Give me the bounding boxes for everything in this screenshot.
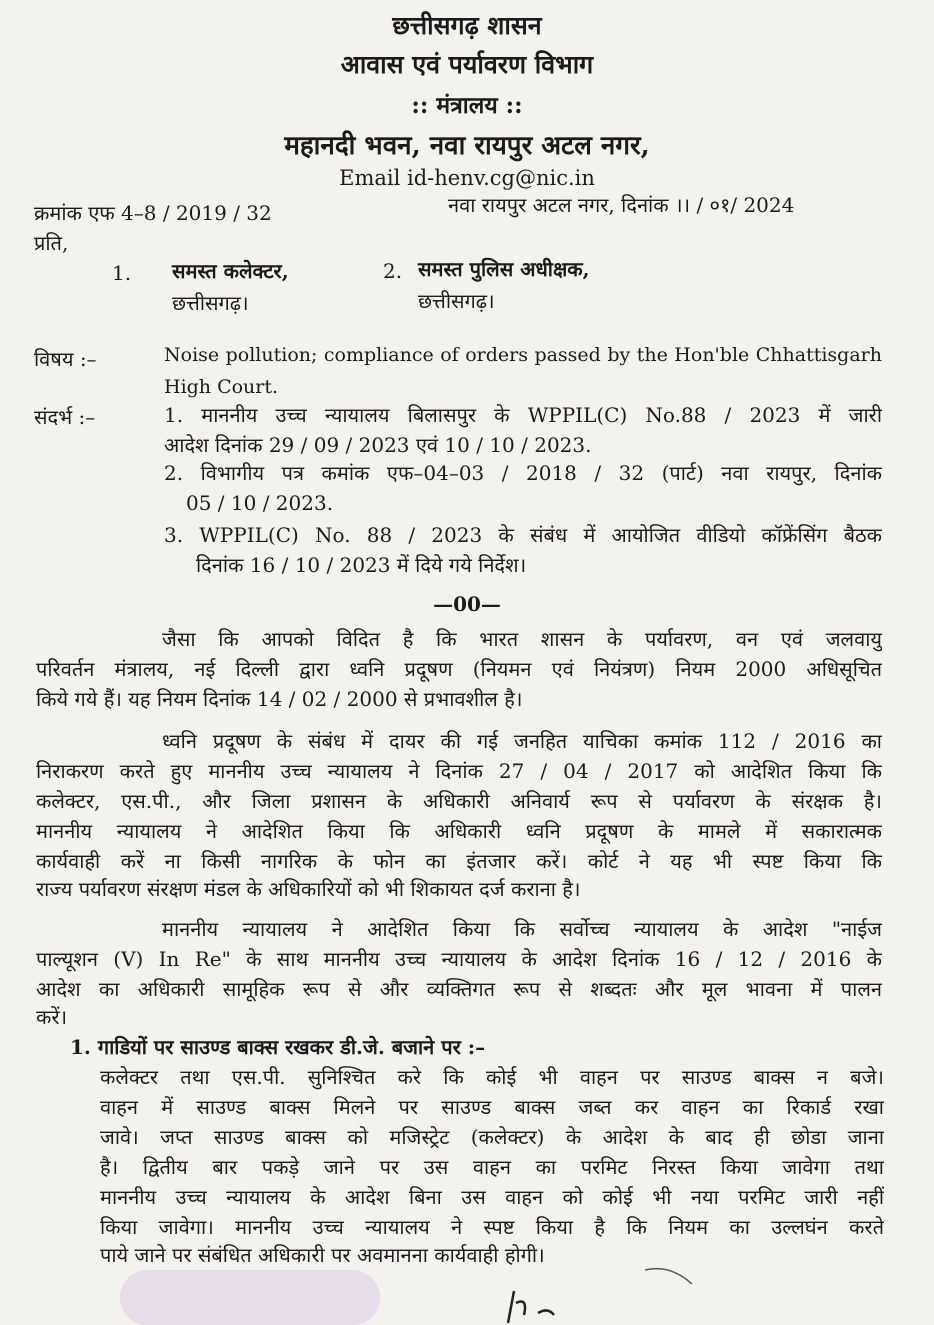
paragraph-line: राज्य पर्यावरण संरक्षण मंडल के अधिकारियों को भी शिकायत दर्ज कराना है। — [36, 877, 581, 901]
subject-label: विषय :– — [34, 347, 97, 371]
reference-2-line-1: 2. विभागीय पत्र कमांक एफ–04–03 / 2018 / 32 (पार्ट) नवा रायपुर, दिनांक — [164, 461, 882, 485]
recipient-2-place: छत्तीसगढ़। — [418, 289, 495, 313]
section-line: माननीय उच्च न्यायालय के आदेश बिना उस वाहन को कोई भी नया परमिट जारी नहीं — [100, 1185, 884, 1209]
paragraph-line: कलेक्टर, एस.पी., और जिला प्रशासन के अधिकारी अनिवार्य रूप से पर्यावरण के संरक्षक है। — [36, 789, 882, 813]
recipient-label: प्रति, — [34, 231, 69, 255]
recipient-1-number: 1. — [112, 261, 132, 285]
section-separator: —00— — [433, 592, 501, 616]
section-line: किया जावेगा। माननीय उच्च न्यायालय ने स्पष्ट किया है कि नियम का उल्लघंन करते — [100, 1215, 884, 1239]
recipient-2-title: समस्त पुलिस अधीक्षक, — [418, 257, 590, 281]
reference-1-line-1: 1. माननीय उच्च न्यायालय बिलासपुर के WPPIL(C) No.88 / 2023 में जारी — [164, 403, 882, 427]
section-line: जावे। जप्त साउण्ड बाक्स को मजिस्ट्रेट (कलेक्टर) के आदेश के बाद ही छोडा जाना — [100, 1125, 884, 1149]
paragraph-line: माननीय न्यायालय ने आदेशित किया कि अधिकारी ध्वनि प्रदूषण के मामले में सकारात्मक — [36, 819, 882, 843]
signature-mark — [488, 1285, 578, 1325]
govt-name: छत्तीसगढ़ शासन — [392, 11, 542, 40]
paragraph-line: कार्यवाही करें ना किसी नागरिक के फोन का इंतजार करें। कोर्ट ने यह भी स्पष्ट किया कि — [36, 849, 882, 873]
paragraph-line: माननीय न्यायालय ने आदेशित किया कि सर्वोच्च न्यायालय के आदेश "नाईज — [162, 917, 882, 941]
paper-smudge — [120, 1270, 380, 1325]
ministry-label: :: मंत्रालय :: — [411, 92, 523, 119]
recipient-1-title: समस्त कलेक्टर, — [172, 259, 289, 283]
reference-2-line-2: 05 / 10 / 2023. — [186, 491, 334, 515]
section-line: पाये जाने पर संबंधित अधिकारी पर अवमानना कार्यवाही होगी। — [100, 1243, 545, 1267]
paragraph-line: पाल्यूशन (V) In Re" के साथ माननीय उच्च न्यायालय के आदेश दिनांक 16 / 12 / 2016 के — [36, 947, 882, 971]
section-line: है। द्वितीय बार पकड़े जाने पर उस वाहन का परमिट निरस्त किया जावेगा तथा — [100, 1155, 884, 1179]
letter-date: नवा रायपुर अटल नगर, दिनांक ।। / ०१/ 2024 — [448, 193, 795, 217]
paragraph-line: जैसा कि आपको विदित है कि भारत शासन के पर्यावरण, वन एवं जलवायु — [162, 627, 882, 651]
recipient-2-number: 2. — [383, 259, 403, 283]
letter-number: क्रमांक एफ 4–8 / 2019 / 32 — [34, 201, 272, 225]
subject-line-1: Noise pollution; compliance of orders passed by the Hon'ble Chhattisgarh — [164, 344, 882, 366]
section-line: कलेक्टर तथा एस.पी. सुनिश्चित करे कि कोई भी वाहन पर साउण्ड बाक्स न बजे। — [100, 1065, 884, 1089]
office-address: महानदी भवन, नवा रायपुर अटल नगर, — [284, 131, 650, 161]
reference-label: संदर्भ :– — [34, 405, 96, 429]
paragraph-line: परिवर्तन मंत्रालय, नई दिल्ली द्वारा ध्वनि प्रदूषण (नियमन एवं नियंत्रण) नियम 2000 अधिसूचित — [36, 657, 882, 681]
paragraph-line: आदेश का अधिकारी सामूहिक रूप से और व्यक्तिगत रूप से शब्दतः और मूल भावना में पालन — [36, 977, 882, 1001]
section-1-heading: 1. गाडियों पर साउण्ड बाक्स रखकर डी.जे. बजाने पर :– — [70, 1035, 486, 1059]
department-name: आवास एवं पर्यावरण विभाग — [340, 50, 594, 79]
reference-1-line-2: आदेश दिनांक 29 / 09 / 2023 एवं 10 / 10 / 2023. — [164, 433, 592, 457]
pen-mark — [640, 1262, 700, 1292]
subject-line-2: High Court. — [164, 376, 279, 398]
reference-3-line-1: 3. WPPIL(C) No. 88 / 2023 के संबंध में आयोजित वीडियो कॉफ्रेंसिंग बैठक — [164, 523, 882, 547]
reference-3-line-2: दिनांक 16 / 10 / 2023 में दिये गये निर्देश। — [196, 553, 527, 577]
recipient-1-place: छत्तीसगढ़। — [172, 291, 249, 315]
section-line: वाहन में साउण्ड बाक्स मिलने पर साउण्ड बाक्स जब्त कर वाहन का रिकार्ड रखा — [100, 1095, 884, 1119]
office-email: Email id-henv.cg@nic.in — [339, 166, 595, 190]
paragraph-line: निराकरण करते हुए माननीय उच्च न्यायालय ने दिनांक 27 / 04 / 2017 को आदेशित किया कि — [36, 759, 882, 783]
paragraph-line: किये गये हैं। यह नियम दिनांक 14 / 02 / 2000 से प्रभावशील है। — [36, 687, 523, 711]
paragraph-line: ध्वनि प्रदूषण के संबंध में दायर की गई जनहित याचिका कमांक 112 / 2016 का — [162, 729, 882, 753]
paragraph-line: करें। — [36, 1005, 68, 1029]
